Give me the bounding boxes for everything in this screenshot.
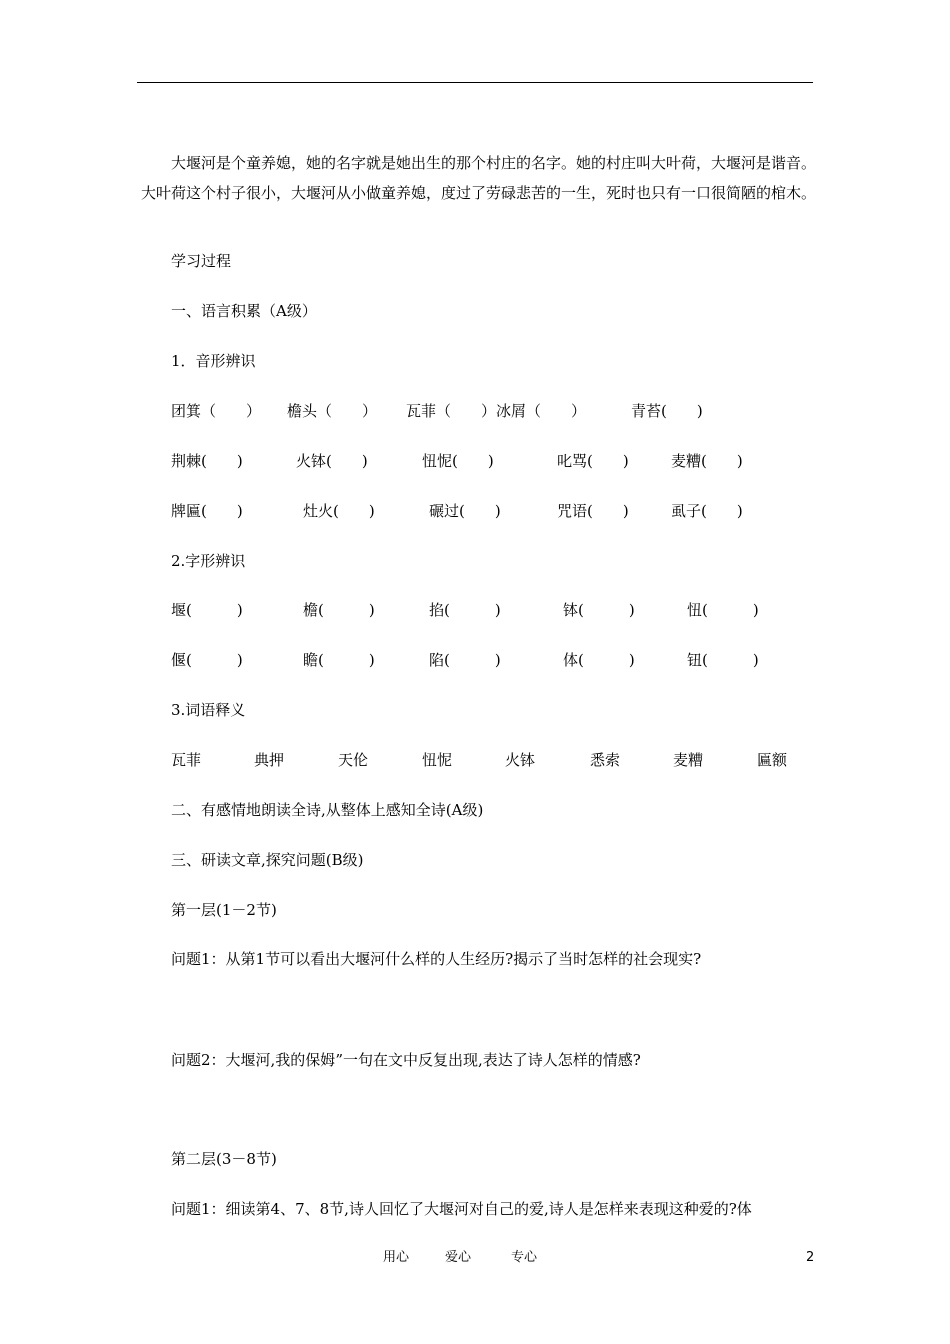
pron-item: 瓦菲（ ）冰屑（ ） bbox=[406, 402, 587, 420]
pron-item: 青苔( ) bbox=[631, 402, 703, 420]
char-item: 堰( ) bbox=[171, 601, 243, 619]
pron-item: 叱骂( ) bbox=[557, 452, 629, 470]
section-3-title: 三、研读文章,探究问题(B级) bbox=[171, 851, 364, 869]
vocab-item: 匾额 bbox=[757, 751, 788, 769]
pron-item: 檐头（ ） bbox=[287, 402, 378, 420]
layer-2-title: 第二层(3－8节) bbox=[171, 1150, 277, 1168]
char-item: 钮( ) bbox=[687, 651, 759, 669]
char-item: 陷( ) bbox=[429, 651, 501, 669]
heading-process: 学习过程 bbox=[171, 252, 232, 270]
header-rule bbox=[137, 82, 813, 83]
footer-motto-3: 专心 bbox=[511, 1250, 538, 1265]
pron-item: 麦糟( ) bbox=[671, 452, 743, 470]
vocab-item: 麦糟 bbox=[673, 751, 704, 769]
vocab-item: 忸怩 bbox=[422, 751, 453, 769]
pron-item: 牌匾( ) bbox=[171, 502, 243, 520]
char-item: 钵( ) bbox=[563, 601, 635, 619]
vocab-item: 天伦 bbox=[338, 751, 369, 769]
pron-item: 团箕（ ） bbox=[171, 402, 262, 420]
char-item: 瞻( ) bbox=[303, 651, 375, 669]
layer-1-title: 第一层(1－2节) bbox=[171, 901, 277, 919]
question-1: 问题1：从第1节可以看出大堰河什么样的人生经历?揭示了当时怎样的社会现实? bbox=[171, 950, 702, 968]
pron-item: 碾过( ) bbox=[429, 502, 501, 520]
pron-item: 咒语( ) bbox=[557, 502, 629, 520]
char-item: 体( ) bbox=[563, 651, 635, 669]
subsection-pronunciation: 1．音形辨识 bbox=[171, 352, 256, 370]
intro-paragraph: 大堰河是个童养媳，她的名字就是她出生的那个村庄的名字。她的村庄叫大叶荷，大堰河是谐音。大叶荷这个村子很小，大堰河从小做童养媳，度过了劳碌悲苦的一生，死时也只有一口很简陋的棺木。 bbox=[141, 154, 817, 202]
pron-item: 火钵( ) bbox=[296, 452, 368, 470]
pron-item: 荆棘( ) bbox=[171, 452, 243, 470]
vocab-item: 火钵 bbox=[505, 751, 536, 769]
pron-item: 忸怩( ) bbox=[422, 452, 494, 470]
char-item: 忸( ) bbox=[687, 601, 759, 619]
question-2: 问题2：大堰河,我的保姆”一句在文中反复出现,表达了诗人怎样的情感? bbox=[171, 1051, 641, 1069]
section-1-title: 一、语言积累（A级） bbox=[171, 302, 317, 320]
pron-item: 灶火( ) bbox=[303, 502, 375, 520]
vocab-item: 瓦菲 bbox=[171, 751, 202, 769]
vocab-item: 悉索 bbox=[590, 751, 621, 769]
footer-motto-1: 用心 bbox=[383, 1250, 410, 1265]
question-3: 问题1：细读第4、7、8节,诗人回忆了大堰河对自己的爱,诗人是怎样来表现这种爱的?体 bbox=[171, 1200, 752, 1218]
subsection-character: 2.字形辨识 bbox=[171, 552, 246, 570]
footer-motto-2: 爱心 bbox=[445, 1250, 472, 1265]
char-item: 檐( ) bbox=[303, 601, 375, 619]
section-2-title: 二、有感情地朗读全诗,从整体上感知全诗(A级) bbox=[171, 801, 484, 819]
page-number: 2 bbox=[806, 1250, 815, 1265]
subsection-vocabulary: 3.词语释义 bbox=[171, 701, 246, 719]
char-item: 偃( ) bbox=[171, 651, 243, 669]
pron-item: 虱子( ) bbox=[671, 502, 743, 520]
vocab-item: 典押 bbox=[254, 751, 285, 769]
char-item: 掐( ) bbox=[429, 601, 501, 619]
